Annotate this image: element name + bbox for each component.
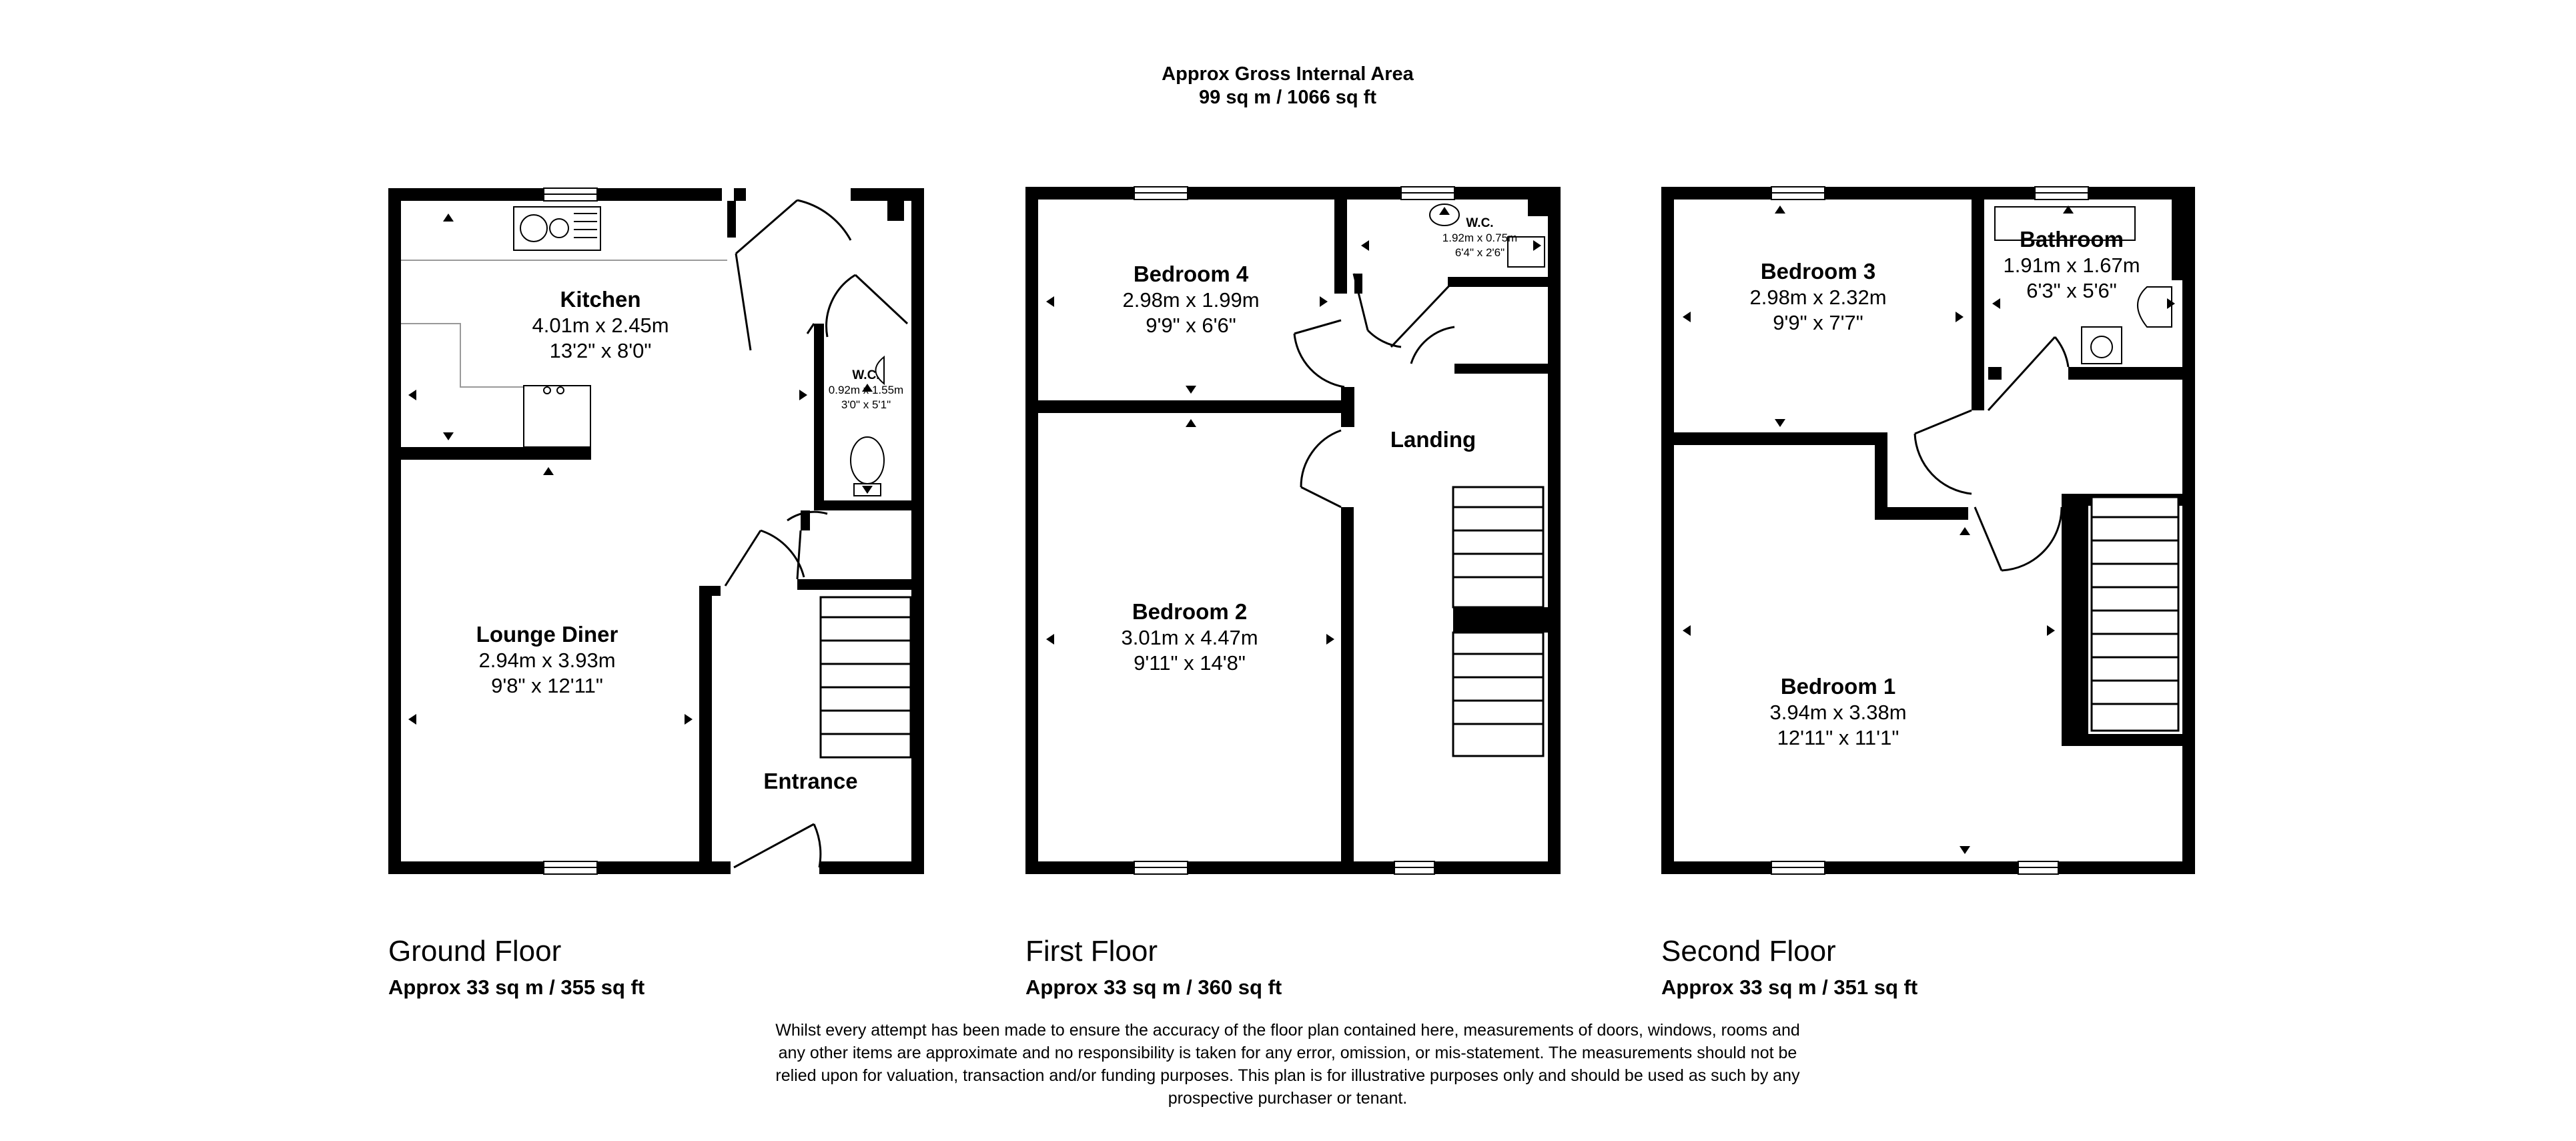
second-floor-plan xyxy=(1661,187,2195,874)
disclaimer-line-4: prospective purchaser or tenant. xyxy=(1168,1089,1408,1108)
room-metric-wc-ground: 0.92m x 1.55m xyxy=(828,384,904,396)
floor-name-second: Second Floor xyxy=(1661,935,1836,968)
room-imperial-bedroom-2: 9'11" x 14'8" xyxy=(1134,651,1246,675)
gross-area-value: 99 sq m / 1066 sq ft xyxy=(1199,87,1376,108)
room-metric-bedroom-1: 3.94m x 3.38m xyxy=(1769,701,1907,724)
disclaimer-line-3: relied upon for valuation, transaction and/or funding purposes. This plan is for illustrative purposes only and should be used as such by any xyxy=(775,1066,1800,1085)
room-metric-lounge-diner: 2.94m x 3.93m xyxy=(478,649,616,672)
room-imperial-wc-first: 6'4" x 2'6" xyxy=(1454,246,1505,259)
floor-name-first: First Floor xyxy=(1025,935,1158,968)
first-floor-plan xyxy=(1025,187,1561,874)
room-name-entrance: Entrance xyxy=(763,769,858,793)
floor-area-first: Approx 33 sq m / 360 sq ft xyxy=(1025,976,1282,999)
gross-area-title: Approx Gross Internal Area xyxy=(1162,63,1414,85)
room-metric-bathroom: 1.91m x 1.67m xyxy=(2003,254,2140,277)
room-imperial-bedroom-3: 9'9" x 7'7" xyxy=(1773,311,1863,334)
room-name-wc-ground: W.C. xyxy=(852,368,880,382)
room-imperial-wc-ground: 3'0" x 5'1" xyxy=(841,398,891,411)
room-name-bedroom-4: Bedroom 4 xyxy=(1133,262,1249,286)
room-name-kitchen: Kitchen xyxy=(560,287,641,312)
room-imperial-bedroom-4: 9'9" x 6'6" xyxy=(1146,314,1236,337)
room-metric-bedroom-2: 3.01m x 4.47m xyxy=(1121,626,1258,649)
floor-area-second: Approx 33 sq m / 351 sq ft xyxy=(1661,976,1918,999)
room-imperial-bathroom: 6'3" x 5'6" xyxy=(2026,279,2117,302)
room-metric-bedroom-4: 2.98m x 1.99m xyxy=(1122,288,1260,312)
room-name-landing: Landing xyxy=(1390,427,1476,452)
floor-name-ground: Ground Floor xyxy=(388,935,562,968)
room-metric-wc-first: 1.92m x 0.75m xyxy=(1442,232,1518,244)
room-name-bathroom: Bathroom xyxy=(2020,227,2124,252)
room-name-lounge-diner: Lounge Diner xyxy=(476,622,618,647)
room-imperial-kitchen: 13'2" x 8'0" xyxy=(549,339,652,362)
room-name-bedroom-2: Bedroom 2 xyxy=(1132,599,1248,624)
room-name-bedroom-3: Bedroom 3 xyxy=(1760,259,1876,284)
room-imperial-lounge-diner: 9'8" x 12'11" xyxy=(491,674,603,697)
ground-floor-plan xyxy=(388,188,924,874)
room-name-wc-first: W.C. xyxy=(1466,216,1494,230)
room-metric-bedroom-3: 2.98m x 2.32m xyxy=(1749,286,1887,309)
room-metric-kitchen: 4.01m x 2.45m xyxy=(532,314,669,337)
disclaimer-line-1: Whilst every attempt has been made to ensure the accuracy of the floor plan contained here, measurements of doors, windows, rooms and xyxy=(775,1021,1800,1040)
room-name-bedroom-1: Bedroom 1 xyxy=(1780,674,1896,699)
floor-area-ground: Approx 33 sq m / 355 sq ft xyxy=(388,976,645,999)
disclaimer-line-2: any other items are approximate and no responsibility is taken for any error, omission, or mis-statement. The measurements should not be xyxy=(778,1044,1797,1062)
room-imperial-bedroom-1: 12'11" x 11'1" xyxy=(1777,726,1899,749)
